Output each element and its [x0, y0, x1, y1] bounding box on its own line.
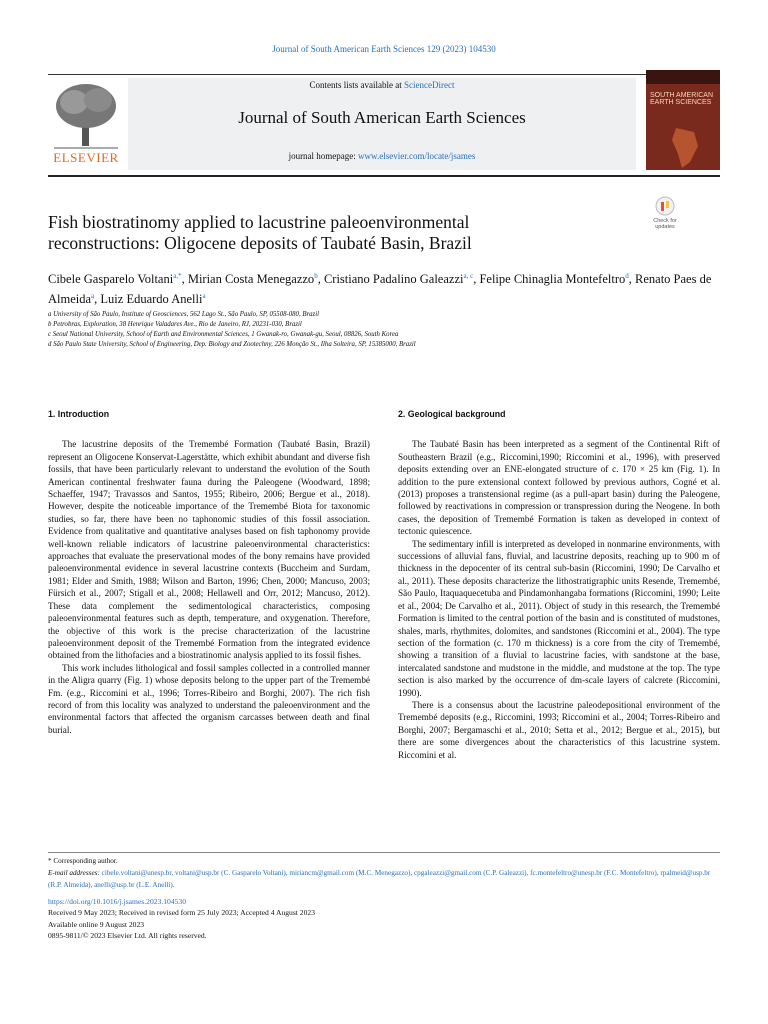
elsevier-logo[interactable] — [48, 78, 124, 166]
crossmark-label: Check for updates — [653, 218, 677, 230]
doi-link[interactable]: https://doi.org/10.1016/j.jsames.2023.104530 — [48, 897, 187, 906]
body-paragraph: The lacustrine deposits of the Tremembé Formation (Taubaté Basin, Brazil) represent an Oligocene Konservat-Lagerstätte, which exhibit abundant and diverse fish fossils, that have been particularly relevant to understand the evolution of the South American continental freshwater fauna during the Paleogene (Woodward, 1898; Schaeffer, 1947; Travassos and Santos, 1955; Ribeiro, 2006; Bergue et al., 2018). However, despite the noticeable importance of the Tremembé Biota for taxonomic studies, so far, there have been no taphonomic studies of this fossil association. Evidence from qualitative and quantitative analyses based on fish taphonomy provide well-known reliable indicators of lacustrine paleoenvironmental characteristics: approaches that evaluate the preservational modes of the bony remains have provided paleoenvironmental evidence in several lacustrine contexts (Buccheim and Surdam, 1981; Elder and Smith, 1988; Wilson and Barton, 1996; Chen, 2000; Mancuso, 2003; Fürsich et al., 2007; Stigall et al., 2008; Hellawell and Orr, 2012; Mancuso, 2012). These data complement the sedimentological characteristics, composing paleoenvironmental features such as depth, temperature, and oxygenation. Therefore, the objective of this work is the precise characterization of the lacustrine paleoenvironment deposit of the Tremembé Formation from the integrated evidence obtained from the lithofacies and a biostratinomic analysis applied to its fossil fishes. — [48, 439, 370, 661]
author-affiliation-marker[interactable]: a, c — [463, 272, 474, 280]
author-name[interactable]: Cibele Gasparelo Voltani — [48, 272, 174, 287]
author-name[interactable]: Luiz Eduardo Anelli — [100, 292, 203, 307]
article-metadata — [48, 896, 720, 942]
copyright-line: 0895-9811/© 2023 Elsevier Ltd. All rights reserved. — [48, 931, 207, 941]
body-paragraph: There is a consensus about the lacustrine paleodepositional environment of the Tremembé deposits (e.g., Riccomini, 1993; Riccomini et al., 2004; Torres-Ribeiro and Borghi, 2007; Bergamaschi et al., 2010; Setta et al., 2012; Bergue et al., 2015), but there are some divergences about the characteristics of this lacustrine system. Riccomini et al. — [398, 699, 720, 760]
journal-cover-thumbnail[interactable] — [646, 70, 720, 170]
author-list — [48, 268, 728, 308]
affiliation-item: a University of São Paulo, Institute of Geosciences, 562 Lago St., São Paulo, SP, 05508-080, Brazil — [48, 311, 319, 318]
journal-masthead — [128, 78, 636, 170]
crossmark-icon — [655, 196, 675, 216]
footnotes — [48, 852, 720, 892]
affiliation-item: b Petrobras, Exploration, 38 Henrique Valadares Ave., Rio de Janeiro, RJ, 20231-030, Brazil — [48, 321, 302, 328]
affiliation-list — [48, 310, 728, 350]
contents-line — [128, 80, 636, 90]
author-separator: , — [94, 292, 101, 307]
author-separator: , — [473, 272, 480, 287]
author-name[interactable]: Felipe Chinaglia Montefeltro — [479, 272, 626, 287]
title-line-2: reconstructions: Oligocene deposits of Taubaté Basin, Brazil — [48, 233, 472, 253]
section-heading-introduction: 1. Introduction — [48, 409, 110, 419]
cover-map-icon — [646, 126, 720, 170]
email-list[interactable]: cibele.voltani@unesp.br, voltani@usp.br (C. Gasparelo Voltani), miriancm@gmail.com (M.C. Menegazzo), cpgaleazzi@gmail.com (C.P. Galeazzi), fc.montefeltro@unesp.br (F.C. Montefeltro), rpalmeid@usp.br (R.P. Almeida), anelli@usp.br (L.E. Anelli). — [48, 869, 711, 890]
journal-reference[interactable]: Journal of South American Earth Sciences 129 (2023) 104530 — [272, 44, 496, 54]
geological-background-body — [398, 438, 720, 761]
sciencedirect-link[interactable]: ScienceDirect — [404, 80, 455, 90]
author-name[interactable]: Cristiano Padalino Galeazzi — [323, 272, 464, 287]
geological-background-column — [398, 408, 720, 761]
email-addresses — [48, 867, 720, 891]
publisher-name: ELSEVIER — [53, 150, 119, 165]
homepage-line — [128, 151, 636, 161]
affiliation-item: d São Paulo State University, School of Engineering, Dep. Biology and Zootechny, 226 Monção St., Ilha Solteira, SP, 15385000, Brazil — [48, 341, 416, 348]
author-separator: , — [317, 272, 324, 287]
title-line-1: Fish biostratinomy applied to lacustrine paleoenvironmental — [48, 212, 470, 232]
section-heading-geological-background: 2. Geological background — [398, 409, 506, 419]
received-dates: Received 9 May 2023; Received in revised form 25 July 2023; Accepted 4 August 2023 — [48, 908, 315, 918]
body-paragraph: The sedimentary infill is interpreted as developed in nonmarine environments, with successions of alluvial fans, fluvial, and lacustrine deposits, reaching up to 900 m of thickness in the depocenter of its central sub-basin (Riccomini, 1990; De Carvalho et al., 2011). These deposits characterize the lithostratigraphic units Resende, Tremembé, São Paulo, Itaquaquecetuba and Pindamonhangaba formations (Riccomini, 1990; Leite et al., 2004; De Carvalho et al., 2011). Object of study in this research, the Tremembé Formation is limited to the central portion of the basin and is constituted of mudstones, shales, marls, rhythmites, dolomites, and sandstones (Riccomini et al., 2004). The type section of the formation (c. 170 m thickness) is a core from the city of Tremembé, showing a transition of a fluvial to lacustrine facies, with sandstone at the base, intercalated sandstone and mudstone in the middle, and mudstone at the top. The type section is also marked by the occurrence of dm-scale layers of calcrete (Riccomini, 1990). — [398, 538, 720, 698]
author-name[interactable]: Mirian Costa Menegazzo — [187, 272, 315, 287]
author-affiliation-marker[interactable]: a,* — [173, 272, 182, 280]
introduction-column — [48, 408, 370, 736]
cover-title: SOUTH AMERICAN EARTH SCIENCES — [650, 92, 714, 106]
contents-prefix: Contents lists available at — [309, 80, 404, 90]
affiliation-item: c Seoul National University, School of Earth and Environmental Sciences, 1 Gwanak-ro, Gwanak-gu, Seoul, 08826, South Korea — [48, 331, 399, 338]
author-affiliation-marker[interactable]: b — [314, 272, 318, 280]
check-for-updates-badge[interactable] — [648, 196, 682, 230]
author-affiliation-marker[interactable]: d — [625, 272, 629, 280]
author-affiliation-marker[interactable]: a — [91, 292, 95, 301]
author-name[interactable]: Renato Paes de Almeida — [48, 272, 712, 307]
email-label: E-mail addresses: — [48, 869, 102, 878]
body-paragraph: The Taubaté Basin has been interpreted as a segment of the Continental Rift of Southeastern Brazil (e.g., Riccomini,1990; Riccomini et al., 1996), with preserved deposits extending over an ENE-elongated structure of c. 170 × 25 km (Fig. 1). In addition to the pure extensional context followed by previous authors, Cogné et al. (2013) proposes a transtensional regime (as a pull-apart basin) during the Paleogene, followed by reactivations in compression or transpression during the Neogene. In both cases, the deposition of Tremembé Formation is taken as developed in context of tectonic quiescence. — [398, 439, 720, 537]
homepage-link[interactable]: www.elsevier.com/locate/jsames — [358, 151, 476, 161]
homepage-prefix: journal homepage: — [288, 151, 359, 161]
available-online: Available online 9 August 2023 — [48, 919, 145, 929]
introduction-body — [48, 438, 370, 736]
author-affiliation-marker[interactable]: a — [202, 292, 206, 301]
journal-name: Journal of South American Earth Sciences — [238, 108, 526, 127]
cover-top-band — [646, 70, 720, 84]
corresponding-author-note: * Corresponding author. — [48, 857, 118, 865]
author-separator: , — [628, 272, 636, 287]
body-paragraph: This work includes lithological and fossil samples collected in a controlled manner in the Aligra quarry (Fig. 1) whose deposits belong to the upper part of the Tremembé Fm. (e.g., Riccomini et al., 1996; Torres-Ribeiro and Borghi, 2007). The rich fish record of from this locality was analyzed to understand the paleoenvironment and the environmental factors that affected the organism carcasses between death and final burial. — [48, 662, 370, 735]
author-separator: , — [181, 272, 188, 287]
paper-title — [48, 212, 608, 254]
